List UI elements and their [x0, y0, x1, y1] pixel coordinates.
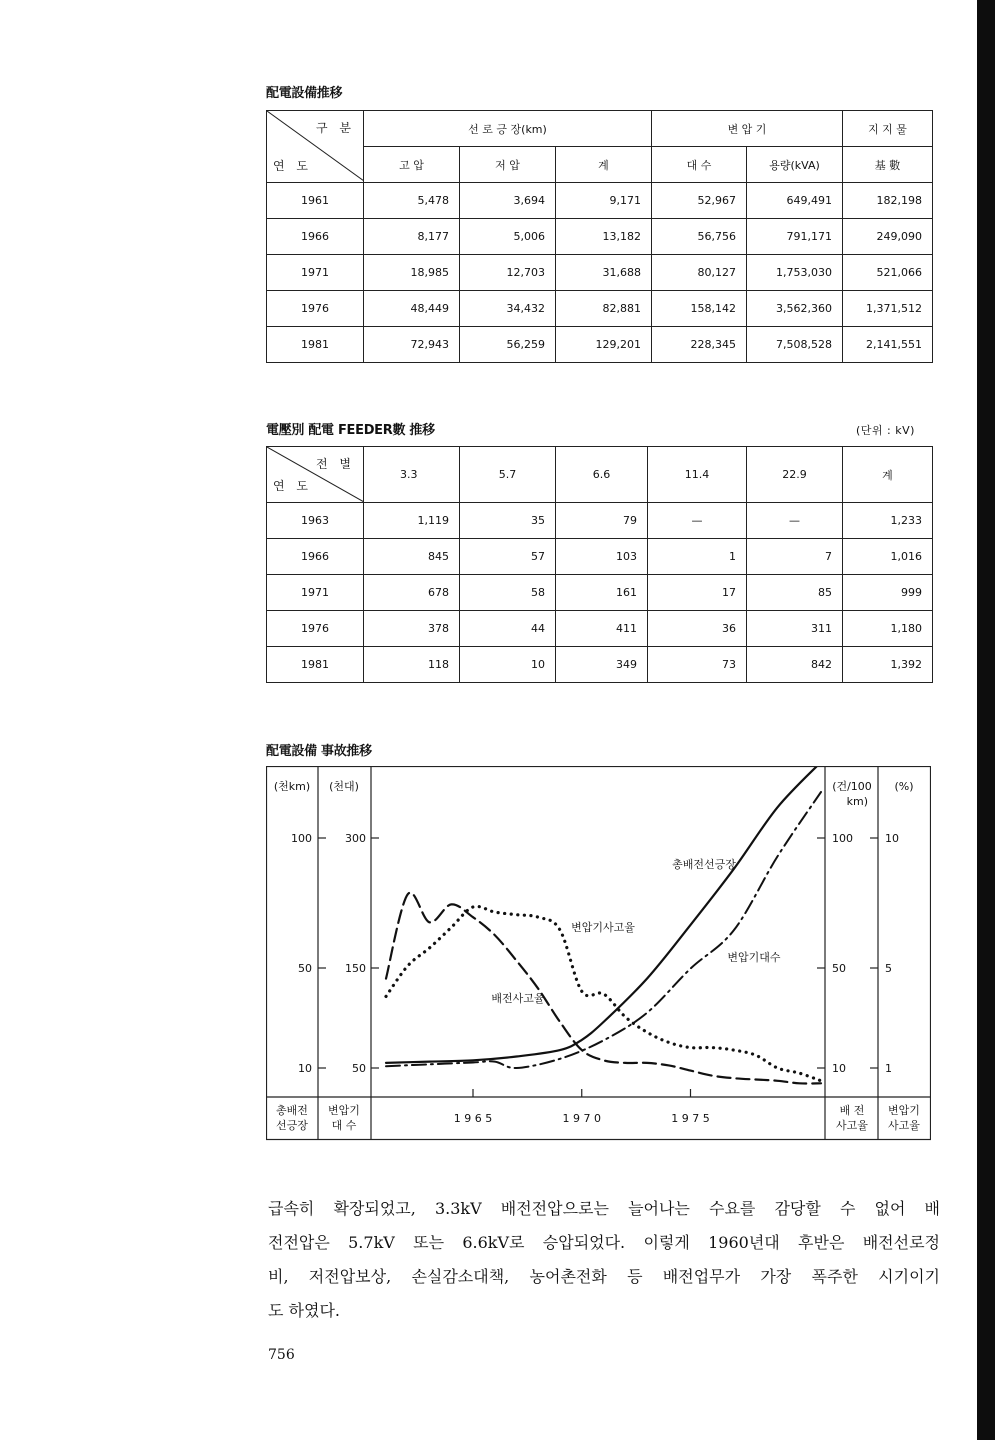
x-tick-label: 1 9 7 0	[562, 1112, 601, 1125]
paragraph-line: 급속히 확장되었고, 3.3kV 배전전압으로는 늘어나는 수요를 감당할 수 없어 배	[268, 1199, 940, 1218]
value-cell: 13,182	[556, 219, 652, 255]
value-cell: 9,171	[556, 183, 652, 219]
scan-edge-bar	[977, 0, 995, 1440]
value-cell: 17	[648, 575, 747, 611]
value-cell: 678	[364, 575, 460, 611]
value-cell: 36	[648, 611, 747, 647]
subheader: 용량(kVA)	[747, 147, 843, 183]
series-label: 변압기사고율	[571, 921, 635, 934]
year-cell: 1971	[267, 575, 364, 611]
left-axis2-label: 대 수	[331, 1119, 357, 1132]
y-tick-label: 50	[832, 962, 846, 975]
value-cell: 311	[747, 611, 843, 647]
table-row	[267, 183, 933, 219]
value-cell: 521,066	[843, 255, 933, 291]
value-cell: 82,881	[556, 291, 652, 327]
value-cell: 80,127	[652, 255, 747, 291]
value-cell: 649,491	[747, 183, 843, 219]
right-axis1-label: 사고율	[836, 1119, 868, 1132]
table-row	[267, 327, 933, 363]
accident-trend-chart	[266, 766, 931, 1141]
table-row	[267, 575, 933, 611]
voltage-header: 6.6	[556, 447, 648, 503]
value-cell: 8,177	[364, 219, 460, 255]
voltage-header: 3.3	[364, 447, 460, 503]
voltage-header: 11.4	[648, 447, 747, 503]
group-header-line-length: 선 로 긍 장(km)	[364, 111, 652, 147]
value-cell: 158,142	[652, 291, 747, 327]
value-cell: 791,171	[747, 219, 843, 255]
value-cell: 1,233	[843, 503, 933, 539]
value-cell: 44	[460, 611, 556, 647]
corner-top-label: 전 별	[316, 457, 355, 471]
value-cell: —	[747, 503, 843, 539]
value-cell: 35	[460, 503, 556, 539]
value-cell: 3,694	[460, 183, 556, 219]
group-header-support: 지 지 물	[843, 111, 933, 147]
table1-title: 配電設備推移	[266, 86, 343, 101]
value-cell: 79	[556, 503, 648, 539]
table-row	[267, 647, 933, 683]
value-cell: 73	[648, 647, 747, 683]
year-cell: 1981	[267, 647, 364, 683]
page-number: 756	[268, 1347, 295, 1363]
value-cell: 3,562,360	[747, 291, 843, 327]
subheader: 대 수	[652, 147, 747, 183]
table2-title: 電壓別 配電 FEEDER數 推移	[266, 423, 435, 438]
left-axis1-label: 선긍장	[276, 1119, 308, 1132]
subheader: 基 數	[843, 147, 933, 183]
value-cell: 1,180	[843, 611, 933, 647]
subheader: 계	[556, 147, 652, 183]
subheader: 고 압	[364, 147, 460, 183]
value-cell: 1,016	[843, 539, 933, 575]
value-cell: 1,119	[364, 503, 460, 539]
value-cell: 249,090	[843, 219, 933, 255]
value-cell: 1,371,512	[843, 291, 933, 327]
year-cell: 1963	[267, 503, 364, 539]
value-cell: 161	[556, 575, 648, 611]
value-cell: 7,508,528	[747, 327, 843, 363]
table-row	[267, 539, 933, 575]
table-row	[267, 219, 933, 255]
right-axis2-label: 변압기	[888, 1104, 920, 1117]
value-cell: 1,392	[843, 647, 933, 683]
x-tick-label: 1 9 7 5	[671, 1112, 710, 1125]
facility-trend-table	[266, 110, 933, 363]
right-axis1-unit: km)	[846, 795, 868, 808]
y-tick-label: 10	[298, 1062, 312, 1075]
value-cell: 378	[364, 611, 460, 647]
year-cell: 1966	[267, 539, 364, 575]
series-label: 배전사고율	[491, 992, 545, 1005]
value-cell: 2,141,551	[843, 327, 933, 363]
value-cell: 842	[747, 647, 843, 683]
value-cell: 411	[556, 611, 648, 647]
value-cell: 129,201	[556, 327, 652, 363]
value-cell: 845	[364, 539, 460, 575]
paragraph-line: 도 하였다.	[268, 1301, 340, 1320]
value-cell: 58	[460, 575, 556, 611]
value-cell: 103	[556, 539, 648, 575]
total-header: 계	[843, 447, 933, 503]
corner-top-label: 구 분	[316, 121, 355, 135]
value-cell: 349	[556, 647, 648, 683]
value-cell: 999	[843, 575, 933, 611]
right-axis2-unit: (%)	[894, 780, 914, 793]
value-cell: —	[648, 503, 747, 539]
table-row	[267, 291, 933, 327]
year-cell: 1966	[267, 219, 364, 255]
value-cell: 57	[460, 539, 556, 575]
chart-title: 配電設備 事故推移	[266, 744, 372, 759]
value-cell: 12,703	[460, 255, 556, 291]
y-tick-label: 50	[352, 1062, 366, 1075]
y-tick-label: 300	[345, 832, 366, 845]
value-cell: 56,259	[460, 327, 556, 363]
y-tick-label: 50	[298, 962, 312, 975]
value-cell: 182,198	[843, 183, 933, 219]
year-cell: 1961	[267, 183, 364, 219]
x-tick-label: 1 9 6 5	[453, 1112, 493, 1125]
voltage-header: 22.9	[747, 447, 843, 503]
year-cell: 1976	[267, 611, 364, 647]
left-axis2-unit: (천대)	[329, 780, 359, 793]
y-tick-label: 10	[832, 1062, 846, 1075]
value-cell: 1	[648, 539, 747, 575]
table2-corner-cell	[267, 447, 364, 503]
table2-unit: (단위 : kV)	[856, 424, 915, 437]
value-cell: 72,943	[364, 327, 460, 363]
paragraph-line: 전전압은 5.7kV 또는 6.6kV로 승압되었다. 이렇게 1960년대 후반은 배전선로정	[268, 1233, 940, 1252]
series-label: 변압기대수	[727, 951, 781, 964]
right-axis1-label: 배 전	[839, 1104, 865, 1117]
subheader: 저 압	[460, 147, 556, 183]
right-axis2-label: 사고율	[888, 1119, 920, 1132]
feeder-count-table	[266, 446, 933, 683]
value-cell: 1,753,030	[747, 255, 843, 291]
value-cell: 7	[747, 539, 843, 575]
year-cell: 1976	[267, 291, 364, 327]
y-tick-label: 150	[345, 962, 366, 975]
right-axis1-unit: (건/100	[832, 780, 872, 793]
corner-bottom-label: 연 도	[273, 479, 312, 493]
series-label: 총배전선긍장	[672, 858, 736, 871]
value-cell: 48,449	[364, 291, 460, 327]
left-axis1-label: 총배전	[276, 1104, 308, 1117]
paragraph-line: 비, 저전압보상, 손실감소대책, 농어촌전화 등 배전업무가 가장 폭주한 시기이기	[268, 1267, 940, 1286]
value-cell: 56,756	[652, 219, 747, 255]
year-cell: 1971	[267, 255, 364, 291]
table-row	[267, 611, 933, 647]
value-cell: 34,432	[460, 291, 556, 327]
y-tick-label: 100	[832, 832, 853, 845]
left-axis1-unit: (천km)	[273, 780, 311, 793]
value-cell: 31,688	[556, 255, 652, 291]
group-header-transformer: 변 압 기	[652, 111, 843, 147]
y-tick-label: 5	[885, 962, 892, 975]
value-cell: 118	[364, 647, 460, 683]
value-cell: 5,006	[460, 219, 556, 255]
value-cell: 18,985	[364, 255, 460, 291]
value-cell: 228,345	[652, 327, 747, 363]
value-cell: 52,967	[652, 183, 747, 219]
left-axis2-label: 변압기	[328, 1104, 360, 1117]
corner-bottom-label: 연 도	[273, 159, 312, 173]
series-total-line-length	[386, 766, 821, 1063]
table-row	[267, 255, 933, 291]
voltage-header: 5.7	[460, 447, 556, 503]
value-cell: 85	[747, 575, 843, 611]
y-tick-label: 10	[885, 832, 899, 845]
table1-corner-cell	[267, 111, 364, 183]
y-tick-label: 100	[291, 832, 312, 845]
year-cell: 1981	[267, 327, 364, 363]
chart-frame	[267, 767, 931, 1140]
value-cell: 5,478	[364, 183, 460, 219]
table-row	[267, 503, 933, 539]
body-paragraph	[268, 1192, 940, 1328]
y-tick-label: 1	[885, 1062, 892, 1075]
value-cell: 10	[460, 647, 556, 683]
